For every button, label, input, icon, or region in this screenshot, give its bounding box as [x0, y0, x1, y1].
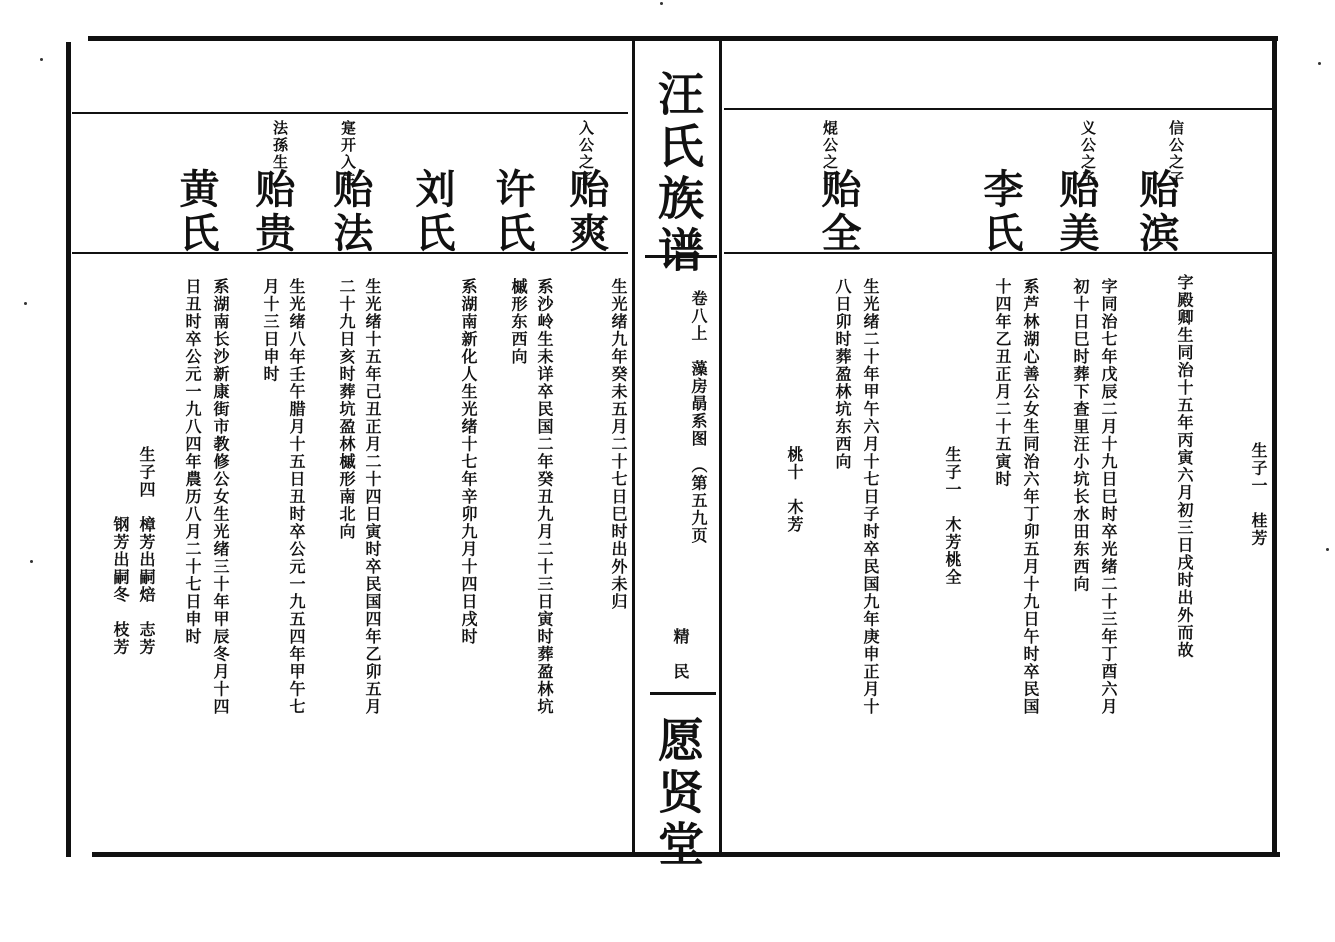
lineage-label: 入公之子 [577, 120, 595, 188]
frame-right-border [1272, 40, 1277, 855]
person-name: 贻爽 [563, 168, 610, 256]
person-name: 贻滨 [1133, 168, 1180, 256]
scan-speck [40, 58, 43, 61]
person-detail: 生光绪二十年甲午六月十七日子时卒民国九年庚申正月十 [861, 278, 880, 716]
spine-right-line [719, 40, 722, 855]
lineage-label: 义公之子 [1079, 120, 1097, 188]
left-top-rule [72, 112, 628, 114]
spine-divider-lower [650, 692, 716, 695]
lineage-label: 法孫生 [271, 120, 289, 171]
person-name: 贻法 [327, 168, 374, 256]
person-detail: 日丑时卒公元一九八四年農历八月二十七日申时 [183, 278, 202, 646]
frame-left-border [66, 42, 71, 857]
book-title: 汪氏族谱 [651, 70, 705, 278]
person-detail: 十四年乙丑正月二十五寅时 [993, 278, 1012, 488]
person-detail: 系芦林湖心善公女生同治六年丁卯五月十九日午时卒民国 [1021, 278, 1040, 716]
volume-line: 卷八上 藻房𣇵系图 （第五九页 [689, 290, 708, 545]
hall-name: 愿贤堂 [651, 716, 705, 872]
person-detail: 二十九日亥时葬坑盈林槭形南北向 [337, 278, 356, 541]
person-note: 生子一 木芳桃全 [943, 446, 962, 586]
person-name: 贻全 [815, 168, 862, 256]
person-detail: 生光绪九年癸未五月二十七日巳时出外未归 [609, 278, 628, 611]
person-detail: 字同治七年戊辰二月十九日巳时卒光绪二十三年丁酉六月 [1099, 278, 1118, 716]
person-detail: 生光绪十五年己丑正月二十四日寅时卒民国四年乙卯五月 [363, 278, 382, 716]
person-detail: 系沙岭生未详卒民国二年癸丑九月二十三日寅时葬盈林坑 [535, 278, 554, 716]
person-detail: 系湖南长沙新康街市教修公女生光绪三十年甲辰冬月十四 [211, 278, 230, 716]
person-detail: 生光绪八年壬午腊月十五日丑时卒公元一九五四年甲午七 [287, 278, 306, 716]
person-detail: 八日卯时葬盈林坑东西向 [833, 278, 852, 471]
scan-speck [24, 302, 27, 305]
person-detail: 初十日巳时葬下查里汪小坑长水田东西向 [1071, 278, 1090, 593]
person-detail: 槭形东西向 [509, 278, 528, 366]
person-name: 李氏 [977, 168, 1024, 256]
scan-speck [1318, 62, 1321, 65]
person-note: 钢芳出嗣冬 枝芳 [111, 446, 130, 656]
right-top-rule [724, 108, 1272, 110]
lineage-label: 寔开入生 [339, 120, 357, 188]
scan-speck [660, 2, 663, 5]
person-detail: 系湖南新化人生光绪十七年辛卯九月十四日戌时 [459, 278, 478, 646]
person-name: 贻美 [1053, 168, 1100, 256]
lineage-label: 信公之子 [1167, 120, 1185, 188]
frame-top-border [88, 36, 1278, 41]
scan-speck [1326, 548, 1329, 551]
person-name: 黄氏 [173, 168, 220, 256]
spine-left-line [632, 40, 635, 855]
person-note: 生子四 樟芳出嗣焙 志芳 [137, 446, 156, 656]
person-name: 刘氏 [409, 168, 456, 256]
volume-note: 精 民 [671, 628, 690, 681]
person-name: 贻贵 [249, 168, 296, 256]
person-name: 许氏 [489, 168, 536, 256]
scan-speck [30, 560, 33, 563]
person-detail: 字殿卿生同治十五年丙寅六月初三日戌时出外而故 [1175, 274, 1194, 659]
person-note: 桃十 木芳 [785, 446, 804, 534]
lineage-label: 焜公之子 [821, 120, 839, 188]
person-detail: 月十三日申时 [261, 278, 280, 383]
person-note: 生子一 桂芳 [1249, 442, 1268, 547]
